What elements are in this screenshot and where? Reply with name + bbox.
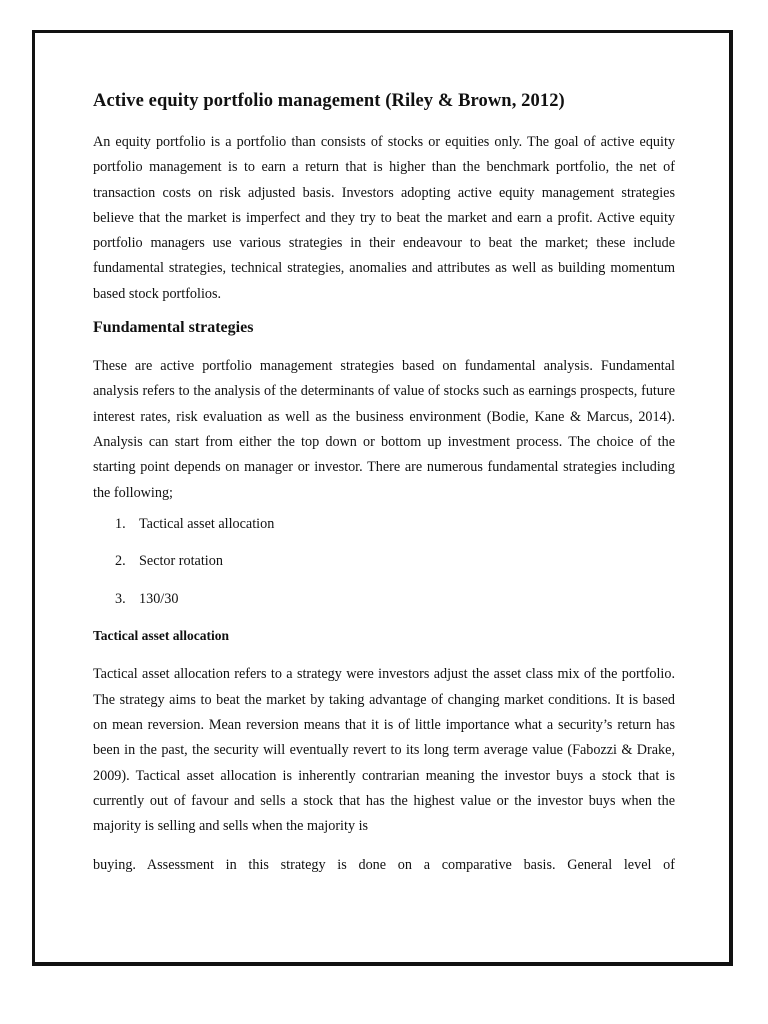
tactical-paragraph-continued: buying. Assessment in this strategy is done on a comparative basis. General level of	[93, 857, 675, 874]
fundamental-paragraph: These are active portfolio management strategies based on fundamental analysis. Fundamental analysis refers to the analysis of the determinants of value of stocks such as earnings prospects, future interest rates, risk evaluation as well as the business environment (Bodie, Kane & Marcus, 2014). Analysis can start from either the top down or bottom up investment process. The choice of the starting point depends on manager or investor. There are numerous fundamental strategies including the following;	[93, 358, 675, 501]
fundamental-strategies-heading: Fundamental strategies	[93, 319, 254, 337]
document-body	[93, 88, 675, 887]
list-item-text: Sector rotation	[139, 553, 223, 570]
list-item	[115, 551, 675, 571]
list-item-text: Tactical asset allocation	[139, 515, 275, 532]
list-item-number: 3.	[115, 590, 126, 607]
tactical-paragraph: Tactical asset allocation refers to a strategy were investors adjust the asset class mix of the portfolio. The strategy aims to beat the market by taking advantage of changing market conditions. It is based on mean reversion. Mean reversion means that it is of little importance what a security’s return has been in the past, the security will eventually revert to its long term average value (Fabozzi & Drake, 2009). Tactical asset allocation is inherently contrarian meaning the investor buys a stock that is currently out of favour and sells a stock that has the highest value or the investor buys when the majority is selling and sells when the majority is	[93, 666, 675, 835]
list-item	[115, 589, 675, 609]
page-title: Active equity portfolio management (Riley & Brown, 2012)	[93, 91, 565, 111]
list-item	[115, 514, 675, 534]
list-item-number: 2.	[115, 553, 126, 570]
tactical-asset-allocation-heading: Tactical asset allocation	[93, 628, 229, 644]
list-item-number: 1.	[115, 515, 126, 532]
list-item-text: 130/30	[139, 590, 179, 607]
strategy-list	[93, 514, 675, 609]
intro-paragraph: An equity portfolio is a portfolio than consists of stocks or equities only. The goal of active equity portfolio management is to earn a return that is higher than the benchmark portfolio, the net of transaction costs on risk adjusted basis. Investors adopting active equity management strategies believe that the market is imperfect and they try to beat the market and earn a profit. Active equity portfolio managers use various strategies in their endeavour to beat the market; these include fundamental strategies, technical strategies, anomalies and attributes as well as building momentum based stock portfolios.	[93, 134, 675, 302]
